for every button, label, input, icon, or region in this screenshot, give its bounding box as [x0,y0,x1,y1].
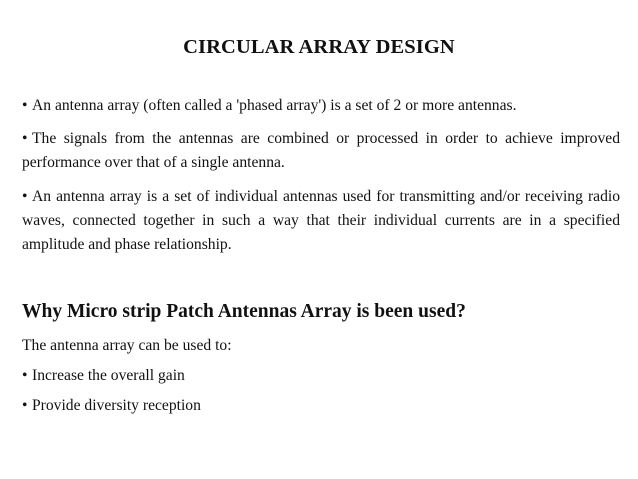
intro-line: The antenna array can be used to: [22,337,232,354]
bullet-text: An antenna array is a set of individual antennas used for transmitting and/or receiving radio waves, connected together in such a way that their individual currents are in a specified amplitude and phase relationship. [22,187,620,254]
uses-list [22,337,620,427]
bullet-text: The signals from the antennas are combined or processed in order to achieve improved performance over that of a single antenna. [22,130,620,172]
bullet-item-2 [22,127,620,175]
use-text: Increase the overall gain [32,367,185,384]
bullet-icon: • [22,187,28,205]
bullet-text: An antenna array (often called a 'phased array') is a set of 2 or more antennas. [32,97,517,114]
bullet-icon: • [22,397,28,414]
bullet-item-3 [22,185,620,258]
bullet-item-1 [22,94,620,118]
slide-title: CIRCULAR ARRAY DESIGN [183,36,455,58]
use-item-1 [22,367,620,385]
bullet-icon: • [22,367,28,384]
bullet-list [22,94,620,266]
bullet-icon: • [22,97,28,114]
section-heading: Why Micro strip Patch Antennas Array is been used? [22,301,466,322]
bullet-icon: • [22,130,28,148]
use-item-2 [22,397,620,415]
use-text: Provide diversity reception [32,397,201,414]
